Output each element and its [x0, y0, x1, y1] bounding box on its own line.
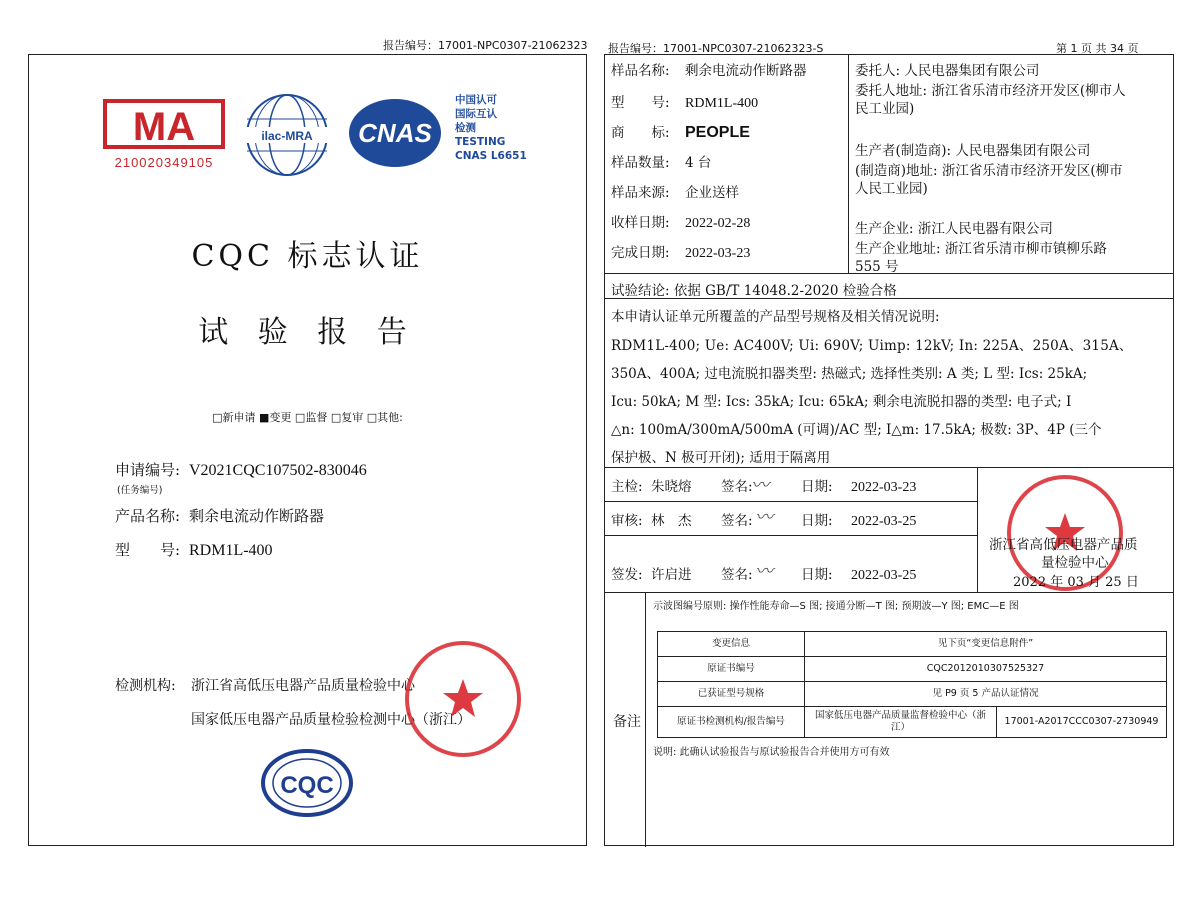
description-line: Icu: 50kA; M 型: Ics: 35kA; Icu: 65kA; 剩余电流脱扣器的类型: 电子式; I — [611, 394, 1072, 410]
table-value-cell: 见 P9 页 5 产品认证情况 — [804, 681, 1167, 707]
conclusion-value: 依据 GB/T 14048.2-2020 检验合格 — [673, 283, 897, 299]
client-label: 委托人: — [855, 63, 901, 79]
reviewer-sign-label: 签名: — [721, 513, 753, 529]
cma-number: 210020349105 — [114, 155, 214, 170]
factory-address-row — [855, 237, 1107, 257]
client-address-line-2: 民工业园) — [855, 101, 915, 117]
factory-address-label: 生产企业地址: — [855, 241, 941, 257]
left-report-number — [383, 37, 587, 53]
sample-name-value: 剩余电流动作断路器 — [685, 63, 807, 79]
page-info: 第 1 页 共 34 页 — [1056, 42, 1139, 55]
change-info-table — [657, 631, 1167, 743]
manufacturer-address-label: (制造商)地址: — [855, 163, 938, 179]
description-line: △n: 100mA/300mA/500mA (可调)/AC 型; I△m: 17.5kA; 极数: 3P、4P (三个 — [611, 422, 1102, 438]
table-value-cell: 17001-A2017CCC0307-2730949 — [996, 706, 1167, 738]
manufacturer-row — [855, 139, 1090, 159]
table-label-cell: 已获证型号规格 — [657, 681, 805, 707]
inspector-date: 2022-03-23 — [851, 480, 917, 495]
right-model-label: 型 号: — [611, 95, 670, 111]
application-number-field — [115, 459, 367, 480]
lab-label: 检测机构: — [115, 678, 176, 694]
cma-logo — [101, 95, 229, 175]
lab-line-2: 国家低压电器产品质量检验检测中心（浙江） — [191, 712, 471, 728]
manufacturer-value: 人民电器集团有限公司 — [955, 143, 1091, 159]
ilac-logo-text: ilac-MRA — [261, 129, 313, 143]
right-model-value: RDM1L-400 — [685, 96, 759, 111]
inspector-label: 主检: — [611, 479, 643, 495]
sample-name-label: 样品名称: — [611, 63, 670, 79]
application-number-value: V2021CQC107502-830046 — [189, 462, 367, 479]
table-label-cell: 原证书编号 — [657, 656, 805, 682]
manufacturer-label: 生产者(制造商): — [855, 143, 952, 159]
manufacturer-address-row — [855, 159, 1123, 179]
inspector-date-label: 日期: — [801, 479, 833, 495]
table-value-cell: 国家低压电器产品质量监督检验中心（浙江） — [804, 706, 997, 738]
cqc-logo — [259, 747, 355, 819]
approver-sign-label: 签名: — [721, 567, 753, 583]
cover-subtitle: 试 验 报 告 — [198, 315, 417, 350]
client-address-label: 委托人地址: — [855, 83, 928, 99]
seal-date: 2022 年 03 月 25 日 — [1013, 575, 1139, 590]
conclusion-label: 试验结论: — [611, 283, 670, 299]
description-title: 本申请认证单元所覆盖的产品型号规格及相关情况说明: — [611, 309, 940, 325]
reviewer-name: 林 杰 — [651, 513, 692, 529]
cqc-logo-text: CQC — [280, 772, 334, 799]
table-label-cell: 原证书检测机构/报告编号 — [657, 706, 805, 738]
lab-field — [115, 675, 415, 695]
client-address-row — [855, 79, 1126, 99]
remarks-label: 备注 — [613, 714, 641, 730]
reviewer-label: 审核: — [611, 513, 643, 529]
inspector-signature: 〰 — [751, 475, 769, 496]
reviewer-date-label: 日期: — [801, 513, 833, 529]
seal-org-line-2: 量检验中心 — [1041, 555, 1109, 571]
right-report-number-label: 报告编号： — [608, 42, 663, 55]
remarks-note-1: 示波图编号原则: 操作性能寿命—S 图; 接通分断—T 图; 预期波—Y 图; EMC—E 图 — [653, 601, 1019, 612]
factory-label: 生产企业: — [855, 221, 914, 237]
cover-title: CQC 标志认证 — [191, 239, 424, 274]
source-row — [611, 181, 739, 201]
approver-signature: 〰 — [755, 561, 773, 582]
source-label: 样品来源: — [611, 185, 670, 201]
factory-row — [855, 217, 1053, 237]
seal-org-line-1: 浙江省高低压电器产品质 — [989, 537, 1138, 553]
inspector-name: 朱晓熔 — [651, 479, 692, 495]
product-name-label: 产品名称: — [115, 507, 181, 525]
left-cover-page — [28, 54, 587, 846]
ilac-mra-logo — [241, 89, 333, 181]
description-line: RDM1L-400; Ue: AC400V; Ui: 690V; Uimp: 12kV; In: 225A、250A、315A、 — [611, 338, 1133, 354]
approver-date-label: 日期: — [801, 567, 833, 583]
left-report-number-value: 17001-NPC0307-21062323 — [438, 39, 588, 52]
brand-label: 商 标: — [611, 125, 670, 141]
cnas-logo — [345, 95, 449, 175]
manufacturer-address-line-1: 浙江省乐清市经济开发区(柳市 — [941, 163, 1123, 179]
quantity-row — [611, 151, 711, 171]
product-name-field — [115, 505, 324, 526]
table-label-cell: 变更信息 — [657, 631, 805, 657]
finish-date-row — [611, 241, 750, 262]
right-model-row — [611, 91, 758, 112]
model-field — [115, 539, 273, 560]
table-value-cell: 见下页“变更信息附件” — [804, 631, 1167, 657]
approver-label: 签发: — [611, 567, 643, 583]
reviewer-signature: 〰 — [755, 507, 773, 528]
right-report-page — [604, 54, 1174, 846]
finish-date-value: 2022-03-23 — [685, 246, 751, 261]
factory-address-line-1: 浙江省乐清市柳市镇柳乐路 — [944, 241, 1107, 257]
cnas-caption-line: 检测 — [455, 122, 476, 134]
finish-date-label: 完成日期: — [611, 245, 670, 261]
source-value: 企业送样 — [685, 185, 739, 201]
left-report-number-label: 报告编号： — [383, 39, 438, 52]
inspector-sign-label: 签名: — [721, 479, 753, 495]
receive-date-label: 收样日期: — [611, 215, 670, 231]
receive-date-row — [611, 211, 750, 232]
description-line: 保护极、N 极可开闭); 适用于隔离用 — [611, 450, 831, 466]
task-number-label: (任务编号) — [117, 485, 163, 496]
brand-row — [611, 121, 750, 142]
application-type-checkboxes: □新申请 ■变更 □监督 □复审 □其他: — [212, 411, 403, 424]
approver-name: 许启进 — [651, 567, 692, 583]
brand-value: PEOPLE — [685, 124, 750, 141]
factory-address-line-2: 555 号 — [855, 259, 899, 275]
cnas-caption-line: TESTING — [455, 136, 506, 148]
manufacturer-address-line-2: 人民工业园) — [855, 181, 928, 197]
factory-value: 浙江人民电器有限公司 — [917, 221, 1053, 237]
table-value-cell: CQC2012010307525327 — [804, 656, 1167, 682]
quantity-value: 4 台 — [685, 155, 712, 171]
cma-logo-text: MA — [132, 105, 196, 149]
client-row — [855, 59, 1039, 79]
approver-date: 2022-03-25 — [851, 568, 917, 583]
cnas-logo-text: CNAS — [358, 118, 432, 148]
product-name-value: 剩余电流动作断路器 — [189, 507, 325, 525]
cnas-caption-line: 国际互认 — [455, 108, 497, 120]
receive-date-value: 2022-02-28 — [685, 216, 751, 231]
conclusion-row — [611, 279, 897, 299]
remarks-note-2: 说明: 此确认试验报告与原试验报告合并使用方可有效 — [653, 747, 890, 758]
cnas-caption-line: 中国认可 — [455, 94, 497, 106]
cnas-caption — [455, 93, 545, 163]
sample-name-row — [611, 59, 807, 79]
application-number-label: 申请编号: — [115, 461, 181, 479]
client-address-line-1: 浙江省乐清市经济开发区(柳市人 — [931, 83, 1126, 99]
cnas-caption-line: CNAS L6651 — [455, 150, 527, 162]
model-value: RDM1L-400 — [189, 542, 273, 559]
right-report-number-value: 17001-NPC0307-21062323-S — [663, 42, 824, 55]
left-official-seal — [403, 639, 523, 759]
reviewer-date: 2022-03-25 — [851, 514, 917, 529]
model-label: 型 号: — [115, 541, 181, 559]
description-line: 350A、400A; 过电流脱扣器类型: 热磁式; 选择性类别: A 类; L 型: Ics: 25kA; — [611, 366, 1088, 382]
client-value: 人民电器集团有限公司 — [904, 63, 1040, 79]
quantity-label: 样品数量: — [611, 155, 670, 171]
lab-line-1: 浙江省高低压电器产品质量检验中心 — [191, 678, 415, 694]
